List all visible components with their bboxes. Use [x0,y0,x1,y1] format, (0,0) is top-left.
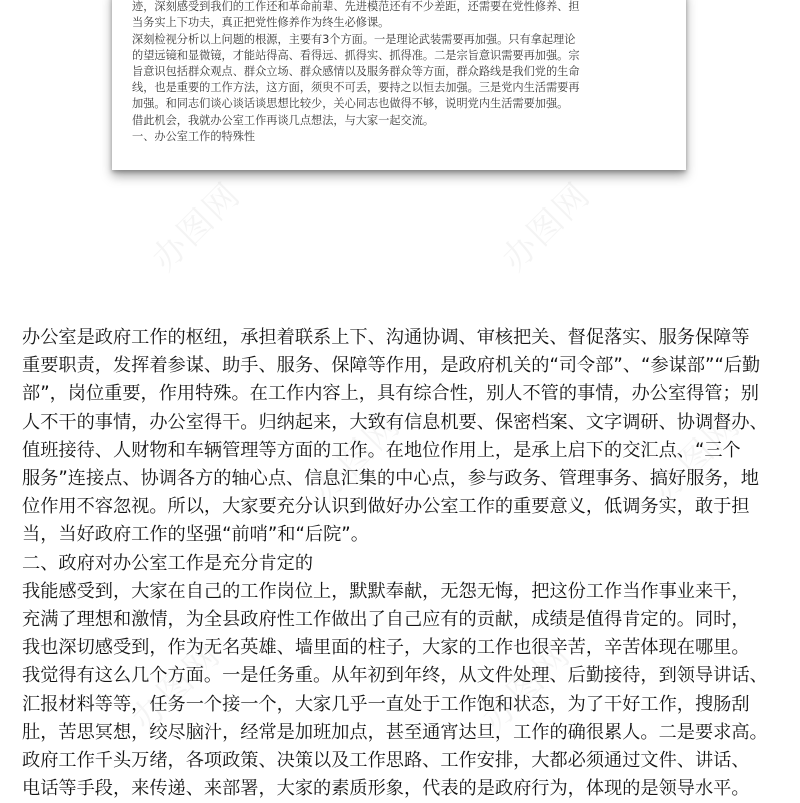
body-line: 值班接待、人财物和车辆管理等方面的工作。在地位作用上，是承上启下的交汇点、“三个 [22,439,741,461]
body-line: 当，当好政府工作的坚强“前哨”和“后院”。 [22,524,369,546]
body-line: 部”，岗位重要，作用特殊。在工作内容上，具有综合性，别人不管的事情，办公室得管；别 [22,383,759,405]
document-preview-card [112,0,686,170]
watermark-text [138,169,249,280]
body-line: 汇报材料等等，任务一个接一个，大家几乎一直处于工作饱和状态，为了干好工作，搜肠刮 [22,693,750,715]
body-line: 办公室是政府工作的枢纽，承担着联系上下、沟通协调、审核把关、督促落实、服务保障等 [22,327,750,348]
body-line: 位作用不容忽视。所以，大家要充分认识到做好办公室工作的重要意义，低调务实，敢于担 [22,496,750,518]
body-line: 政府工作千头万绪，各项政策、决策以及工作思路、工作安排，大都必须通过文件、讲话、 [22,750,750,772]
document-preview-text [132,0,668,145]
preview-line: 的望远镜和显微镜，才能站得高、看得远、抓得实、抓得准。二是宗旨意识需要再加强。宗 [132,48,580,62]
preview-line: 当务实上下功夫，真正把党性修养作为终生必修课。 [132,16,390,30]
body-line: 我觉得有这么几个方面。一是任务重。从年初到年终，从文件处理、后勤接待，到领导讲话、 [22,665,768,687]
preview-line: 线，也是重要的工作方法，这方面，须臾不可丢，要持之以恒去加强。三是党内生活需要再 [132,81,580,95]
section-heading: 二、政府对办公室工作是充分肯定的 [22,552,314,574]
preview-line: 深刻检视分析以上问题的根源，主要有3个方面。一是理论武装需要再加强。只有拿起理论 [132,32,576,46]
watermark-text [488,169,599,280]
preview-line: 借此机会，我就办公室工作再谈几点想法，与大家一起交流。 [132,113,435,127]
preview-heading: 一、办公室工作的特殊性 [132,129,256,143]
document-body [22,324,780,803]
preview-line: 迹，深刻感受到我们的工作还和革命前辈、先进模范还有不少差距，还需要在党性修养、担 [132,0,580,14]
body-line: 服务”连接点、协调各方的轴心点、信息汇集的中心点，参与政务、管理事务、搞好服务，地 [22,468,759,490]
body-line: 人不干的事情，办公室得干。归纳起来，大致有信息机要、保密档案、文字调研、协调督办、 [22,411,768,433]
body-line: 我也深切感受到，作为无名英雄、墙里面的柱子，大家的工作也很辛苦，辛苦体现在哪里。 [22,637,750,659]
body-line: 电话等手段，来传递、来部署，大家的素质形象，代表的是政府行为，体现的是领导水平。 [22,778,750,800]
body-line: 我能感受到，大家在自己的工作岗位上，默默奉献，无怨无悔，把这份工作当作事业来干， [22,580,750,602]
body-line: 重要职责，发挥着参谋、助手、服务、保障等作用，是政府机关的“司令部”、“参谋部”“后勤 [22,355,761,377]
preview-line: 加强。和同志们谈心谈话谈思想比较少，关心同志也做得不够，说明党内生活需要加强。 [132,97,569,111]
body-line: 充满了理想和激情，为全县政府性工作做出了自己应有的贡献，成绩是值得肯定的。同时， [22,609,750,631]
body-line: 肚，苦思冥想，绞尽脑汁，经常是加班加点，甚至通宵达旦，工作的确很累人。二是要求高。 [22,721,768,743]
preview-line: 旨意识包括群众观点、群众立场、群众感情以及服务群众等方面，群众路线是我们党的生命 [132,65,580,79]
